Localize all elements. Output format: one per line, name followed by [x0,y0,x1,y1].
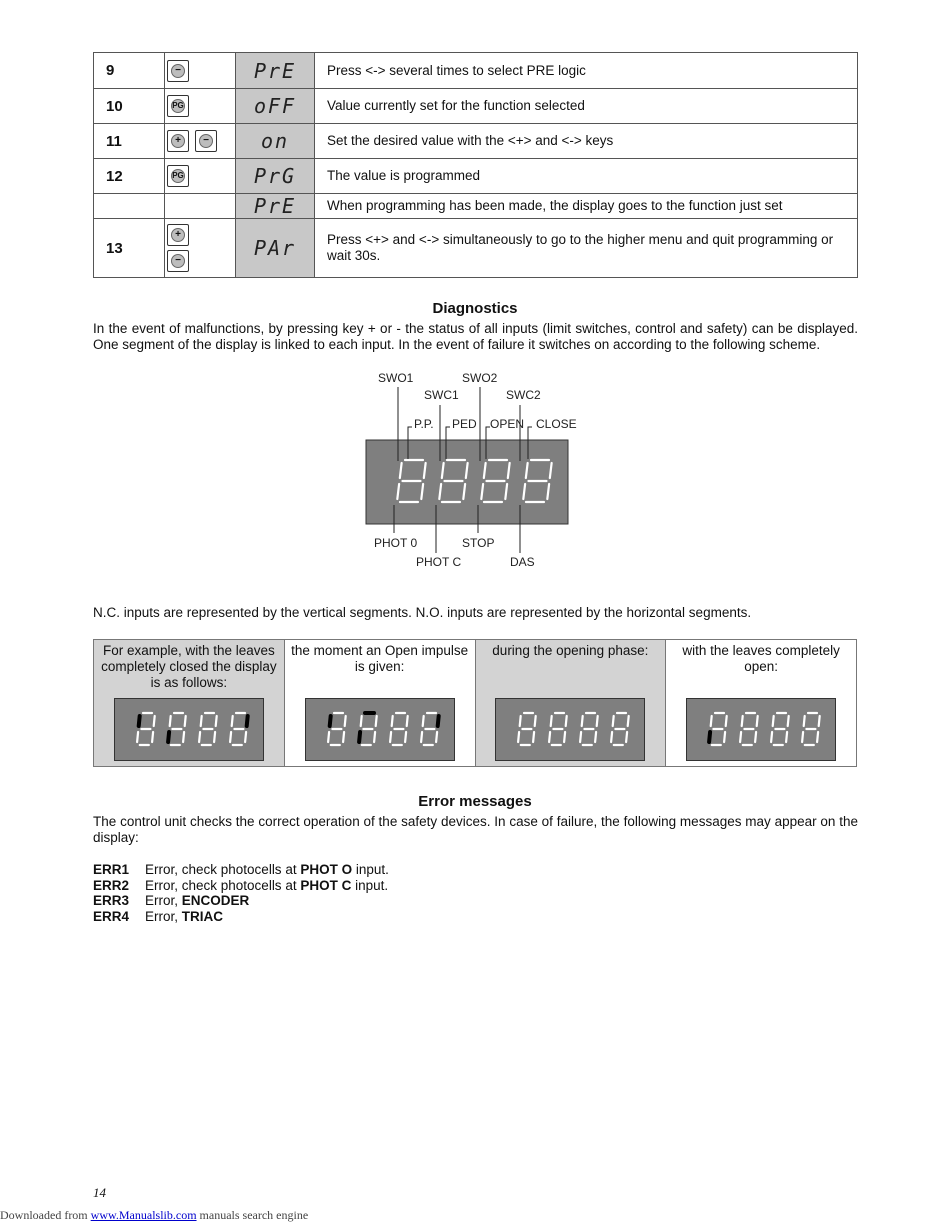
display-segment [786,732,787,742]
display-segment [437,716,438,726]
step-number: 13 [94,219,165,278]
display-segment [390,732,391,742]
display-segment [154,716,155,726]
minus-key-icon: − [165,250,191,272]
display-segment [757,716,758,726]
diagnostics-heading: Diagnostics [432,300,518,317]
display-segment [247,716,248,726]
display-segment [343,732,344,742]
label-close: CLOSE [536,417,577,431]
display-segment [518,732,519,742]
label-swo1: SWO1 [378,371,414,385]
display-segment [422,716,423,726]
plus-key-icon: + [165,130,191,152]
list-item: ERR1 Error, check photocells at PHOT O input. [93,862,389,877]
display-segment [788,716,789,726]
step-description: Set the desired value with the <+> and <-> keys [315,124,858,159]
display-segment [230,732,231,742]
display-segment [168,732,169,742]
display-segment [214,732,215,742]
list-item: ERR4 Error, TRIAC [93,908,224,924]
step-number: 11 [94,124,165,159]
display-segment [742,716,743,726]
examples-table [93,639,857,767]
programming-table [93,52,858,278]
table-row [94,89,858,124]
label-ped: PED [452,417,477,431]
display-segment [628,716,629,726]
display-segment [817,732,818,742]
step-number: 12 [94,159,165,194]
lcd-text: PrE [253,58,297,83]
display-segment [137,732,138,742]
lcd-text: PrG [253,164,297,188]
label-stop: STOP [462,536,495,550]
example-open [666,640,857,767]
display-segment [170,716,171,726]
label-open: OPEN [490,417,525,431]
display-segment [405,732,406,742]
display-segment [551,716,552,726]
step-description: When programming has been made, the display goes to the function just set [315,194,858,219]
pg-key-icon: PG [165,95,191,117]
display-segment [245,732,246,742]
example-display-open [686,698,836,761]
example-caption: with the leaves completely open: [682,643,840,674]
step-description: The value is programmed [315,159,858,194]
key-cell [165,194,236,219]
step-number: 10 [94,89,165,124]
display-segment [201,716,202,726]
footer: Downloaded from www.Manualslib.com manuals search engine [0,1208,309,1222]
pg-key-icon: PG [165,165,191,187]
label-phot0: PHOT 0 [374,536,418,550]
label-swo2: SWO2 [462,371,498,385]
step-description: Press <-> several times to select PRE logic [315,53,858,89]
errors-intro: The control unit checks the correct operation of the safety devices. In case of failure, the following messages may appear on the display: [93,814,858,845]
key-cell [165,159,236,194]
example-display-open-impulse [305,698,455,761]
display-segment [139,716,140,726]
display-segment [580,732,581,742]
display-segment [436,732,437,742]
display-segment [533,732,534,742]
display-segment [232,716,233,726]
example-caption: For example, with the leaves completely closed the display is as follows: [101,643,277,690]
display-segment [328,732,329,742]
display-segment [597,716,598,726]
display-cell [236,194,315,219]
table-row [94,219,858,278]
display-segment [359,732,360,742]
display-segment [626,732,627,742]
display-segment [185,716,186,726]
table-row [94,194,858,219]
example-closed [94,640,285,767]
manualslib-link[interactable]: www.Manualslib.com [90,1208,197,1222]
label-pp: P.P. [414,417,434,431]
display-segment [216,716,217,726]
display-segment [771,732,772,742]
table-row [94,53,858,89]
display-cell [236,124,315,159]
display-cell [236,219,315,278]
minus-key-icon: − [165,60,191,82]
key-cell [165,219,236,278]
errors-heading: Error messages [418,793,532,810]
table-row [94,124,858,159]
lcd-text: oFF [253,94,297,118]
label-swc2: SWC2 [506,388,541,402]
nc-no-note: N.C. inputs are represented by the vertical segments. N.O. inputs are represented by the horizontal segments. [93,605,752,620]
key-cell [165,53,236,89]
display-segment [329,716,330,726]
example-opening [475,640,666,767]
display-segment [549,732,550,742]
example-open-impulse [284,640,475,767]
display-segment [564,732,565,742]
lcd-text: PAr [253,236,297,260]
label-swc1: SWC1 [424,388,459,402]
lcd-text: PrE [253,194,297,218]
display-segment [520,716,521,726]
display-segment [344,716,345,726]
display-cell [236,89,315,124]
display-segment [183,732,184,742]
display-segment [724,732,725,742]
display-segment [613,716,614,726]
table-row [94,159,858,194]
display-segment [391,716,392,726]
key-cell [165,89,236,124]
display-segment [566,716,567,726]
display-segment [709,732,710,742]
display-segment [535,716,536,726]
display-segment [406,716,407,726]
display-segment [611,732,612,742]
display-segment [711,716,712,726]
display-segment [360,716,361,726]
display-segment [199,732,200,742]
list-item: ERR2 Error, check photocells at PHOT C input. [93,877,389,893]
step-number [94,194,165,219]
example-display-closed [114,698,264,761]
display-segment [726,716,727,726]
display-segment [773,716,774,726]
display-segment [421,732,422,742]
label-photc: PHOT C [416,555,462,569]
list-item: ERR3 Error, ENCODER [93,893,250,908]
example-caption: during the opening phase: [492,643,649,658]
display-segment [819,716,820,726]
display-segment [152,732,153,742]
display-segment [595,732,596,742]
display-segment [802,732,803,742]
display-segment [804,716,805,726]
diagnostics-intro: In the event of malfunctions, by pressing key + or - the status of all inputs (limit switches, control and safety) can be displayed. One segment of the display is linked to each input. In the event of failure it switches on according to the following scheme. [93,321,858,352]
page-number: 14 [93,1185,106,1200]
label-das: DAS [510,555,535,569]
key-cell [165,124,236,159]
minus-key-icon: − [193,130,219,152]
display-segment [582,716,583,726]
display-cell [236,159,315,194]
error-list [93,862,389,924]
example-display-opening [495,698,645,761]
plus-key-icon: + [165,224,191,246]
display-segment [740,732,741,742]
step-number: 9 [94,53,165,89]
display-segment [374,732,375,742]
step-description: Value currently set for the function selected [315,89,858,124]
display-segment [375,716,376,726]
display-cell [236,53,315,89]
lcd-text: on [260,129,290,153]
display-segment [755,732,756,742]
step-description: Press <+> and <-> simultaneously to go to the higher menu and quit programming or wait 30s. [315,219,858,278]
example-caption: the moment an Open impulse is given: [291,643,469,674]
